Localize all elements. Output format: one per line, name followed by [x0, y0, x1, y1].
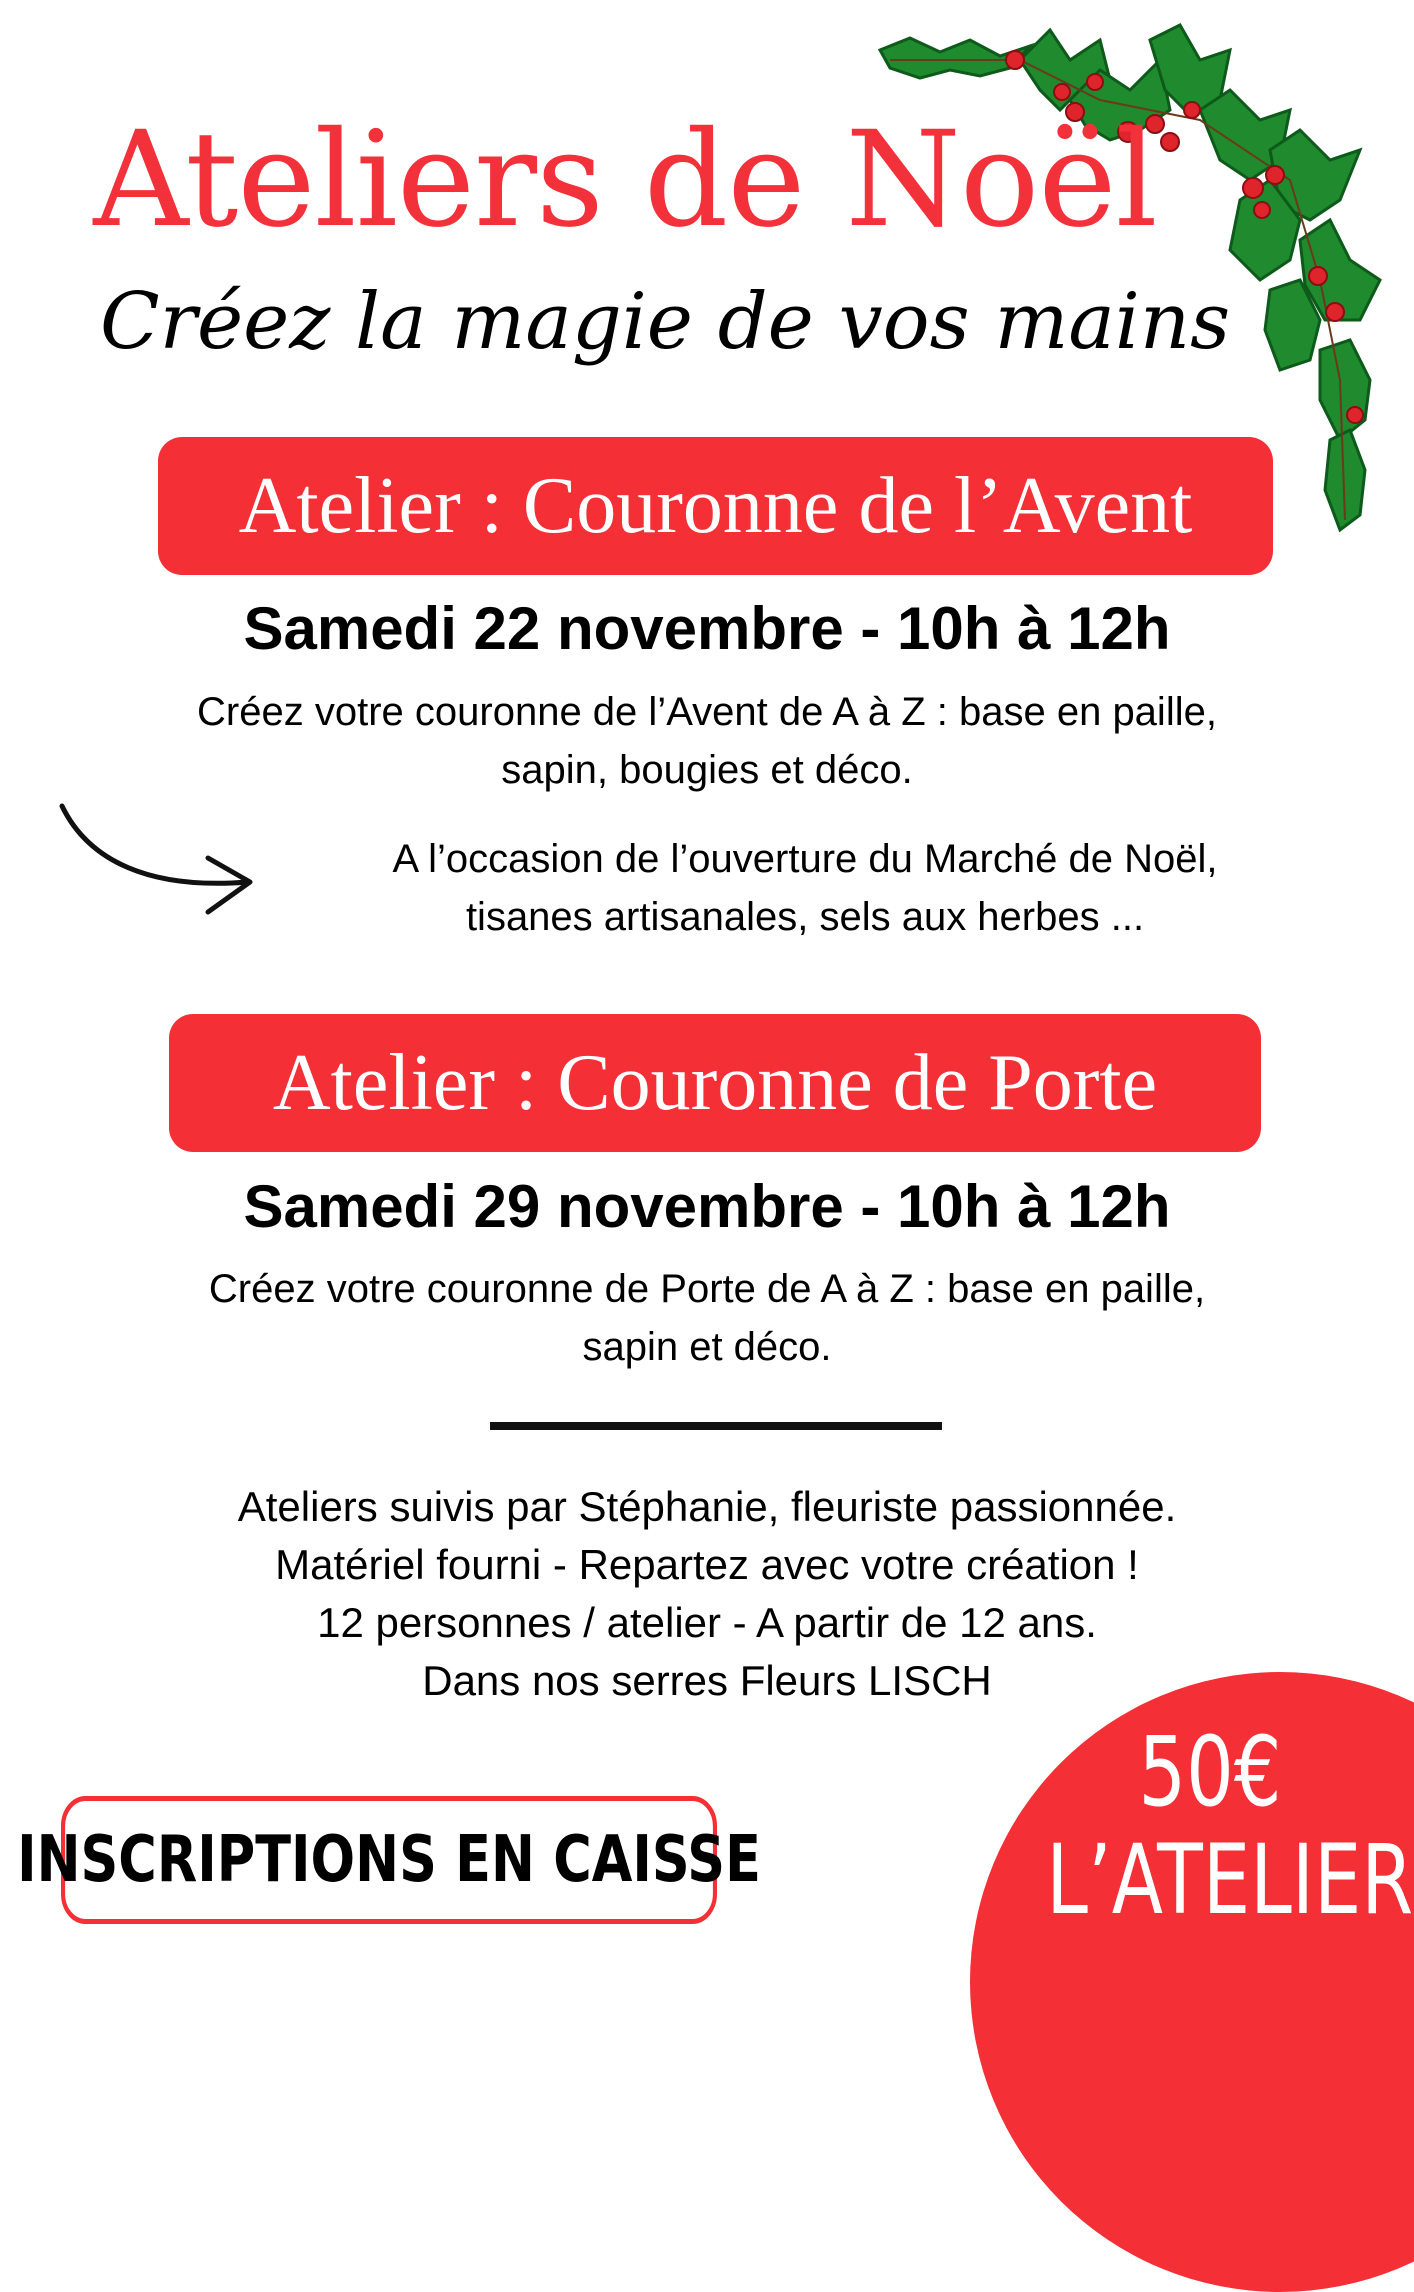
footer-line: Ateliers suivis par Stéphanie, fleuriste passionnée.	[237, 1483, 1177, 1530]
description-line: sapin et déco.	[582, 1325, 832, 1369]
price-label	[1046, 1716, 1414, 1936]
footer-info	[60, 1478, 1354, 1710]
footer-line: Dans nos serres Fleurs LISCH	[422, 1657, 992, 1704]
market-note	[270, 830, 1340, 946]
subtitle: Créez la magie de vos mains	[100, 277, 1231, 367]
price-amount: 50€	[1138, 1716, 1282, 1828]
description-line: Créez votre couronne de Porte de A à Z : base en paille,	[208, 1267, 1206, 1311]
note-line: tisanes artisanales, sels aux herbes ...	[465, 895, 1145, 939]
workshop-description-advent	[40, 683, 1374, 799]
footer-line: 12 personnes / atelier - A partir de 12 ans.	[317, 1599, 1097, 1646]
workshop-description-door	[40, 1260, 1374, 1376]
main-title: Ateliers de Noël	[93, 103, 1157, 257]
description-line: Créez votre couronne de l’Avent de A à Z : base en paille,	[197, 690, 1217, 734]
divider	[490, 1422, 942, 1430]
price-unit: L’ATELIER	[1046, 1824, 1414, 1936]
description-line: sapin, bougies et déco.	[501, 748, 913, 792]
workshop-banner-door: Atelier : Couronne de Porte	[169, 1014, 1261, 1152]
note-line: A l’occasion de l’ouverture du Marché de Noël,	[392, 837, 1218, 881]
footer-line: Matériel fourni - Repartez avec votre création !	[275, 1541, 1139, 1588]
workshop-date-door: Samedi 29 novembre - 10h à 12h	[243, 1173, 1171, 1240]
curved-arrow-icon	[58, 800, 258, 920]
workshop-date-advent: Samedi 22 novembre - 10h à 12h	[243, 595, 1171, 662]
registration-box: INSCRIPTIONS EN CAISSE	[61, 1796, 717, 1924]
workshop-banner-advent: Atelier : Couronne de l’Avent	[158, 437, 1273, 575]
